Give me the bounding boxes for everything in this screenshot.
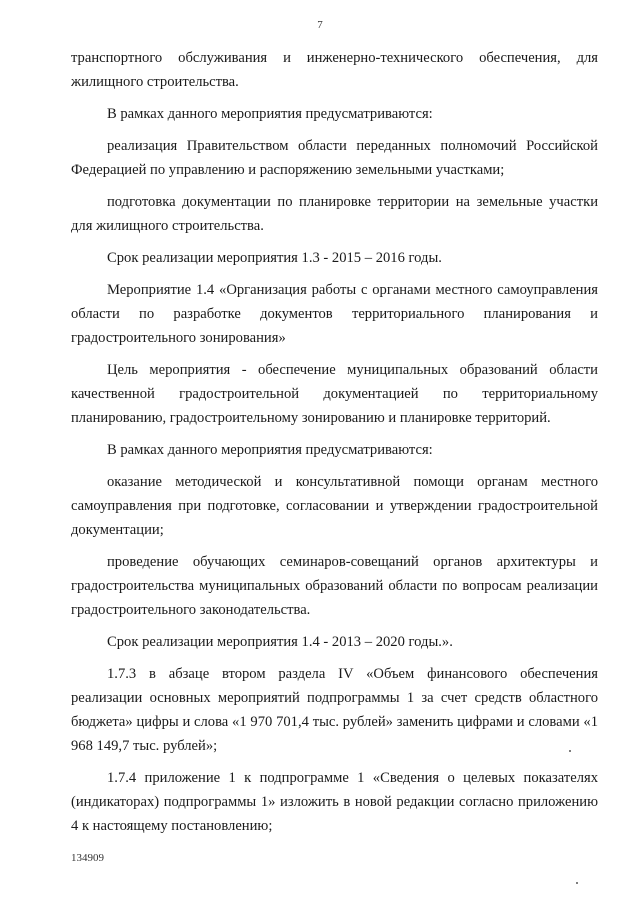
paragraph-item-assistance: оказание методической и консультативной помощи органам местного самоуправления при подготовке, согласовании и утверждении градостроительной документации; xyxy=(71,474,598,538)
paragraph-item-powers: реализация Правительством области переданных полномочий Российской Федерацией по управлению и распоряжению земельными участками; xyxy=(71,138,598,178)
scan-speck xyxy=(576,882,578,884)
paragraph-clause-1-7-4: 1.7.4 приложение 1 к подпрограмме 1 «Сведения о целевых показателях (индикаторах) подпрограммы 1» изложить в новой редакции согласно приложению 4 к настоящему постановлению; xyxy=(71,770,598,834)
paragraph-measure-1-4: Мероприятие 1.4 «Организация работы с органами местного самоуправления области по разработке документов территориального планирования и градостроительного зонирования» xyxy=(71,282,598,346)
paragraph-goal: Цель мероприятия - обеспечение муниципальных образований области качественной градостроительной документацией по территориальному планированию, градостроительному зонированию и планировке территорий. xyxy=(71,362,598,426)
paragraph-item-seminars: проведение обучающих семинаров-совещаний органов архитектуры и градостроительства муниципальных образований области по вопросам реализации градостроительного законодательства. xyxy=(71,554,598,618)
paragraph-term-1-4: Срок реализации мероприятия 1.4 - 2013 – 2020 годы.». xyxy=(107,634,453,650)
paragraph-clause-1-7-3: 1.7.3 в абзаце втором раздела IV «Объем финансового обеспечения реализации основных мероприятий подпрограммы 1 за счет средств областного бюджета» цифры и слова «1 970 701,4 тыс. рублей» заменить цифрами и словами «1 968 149,7 тыс. рублей»; xyxy=(71,666,598,754)
paragraph-term-1-3: Срок реализации мероприятия 1.3 - 2015 – 2016 годы. xyxy=(107,250,442,266)
page-number: 7 xyxy=(317,19,323,31)
paragraph-intro-measures-2: В рамках данного мероприятия предусматриваются: xyxy=(107,442,433,458)
document-id: 134909 xyxy=(71,852,104,864)
paragraph-intro-measures: В рамках данного мероприятия предусматриваются: xyxy=(107,106,433,122)
document-body xyxy=(71,46,598,846)
scan-speck xyxy=(569,750,571,752)
paragraph-continuation: транспортного обслуживания и инженерно-технического обеспечения, для жилищного строительства. xyxy=(71,50,598,90)
paragraph-item-planning-docs: подготовка документации по планировке территории на земельные участки для жилищного строительства. xyxy=(71,194,598,234)
